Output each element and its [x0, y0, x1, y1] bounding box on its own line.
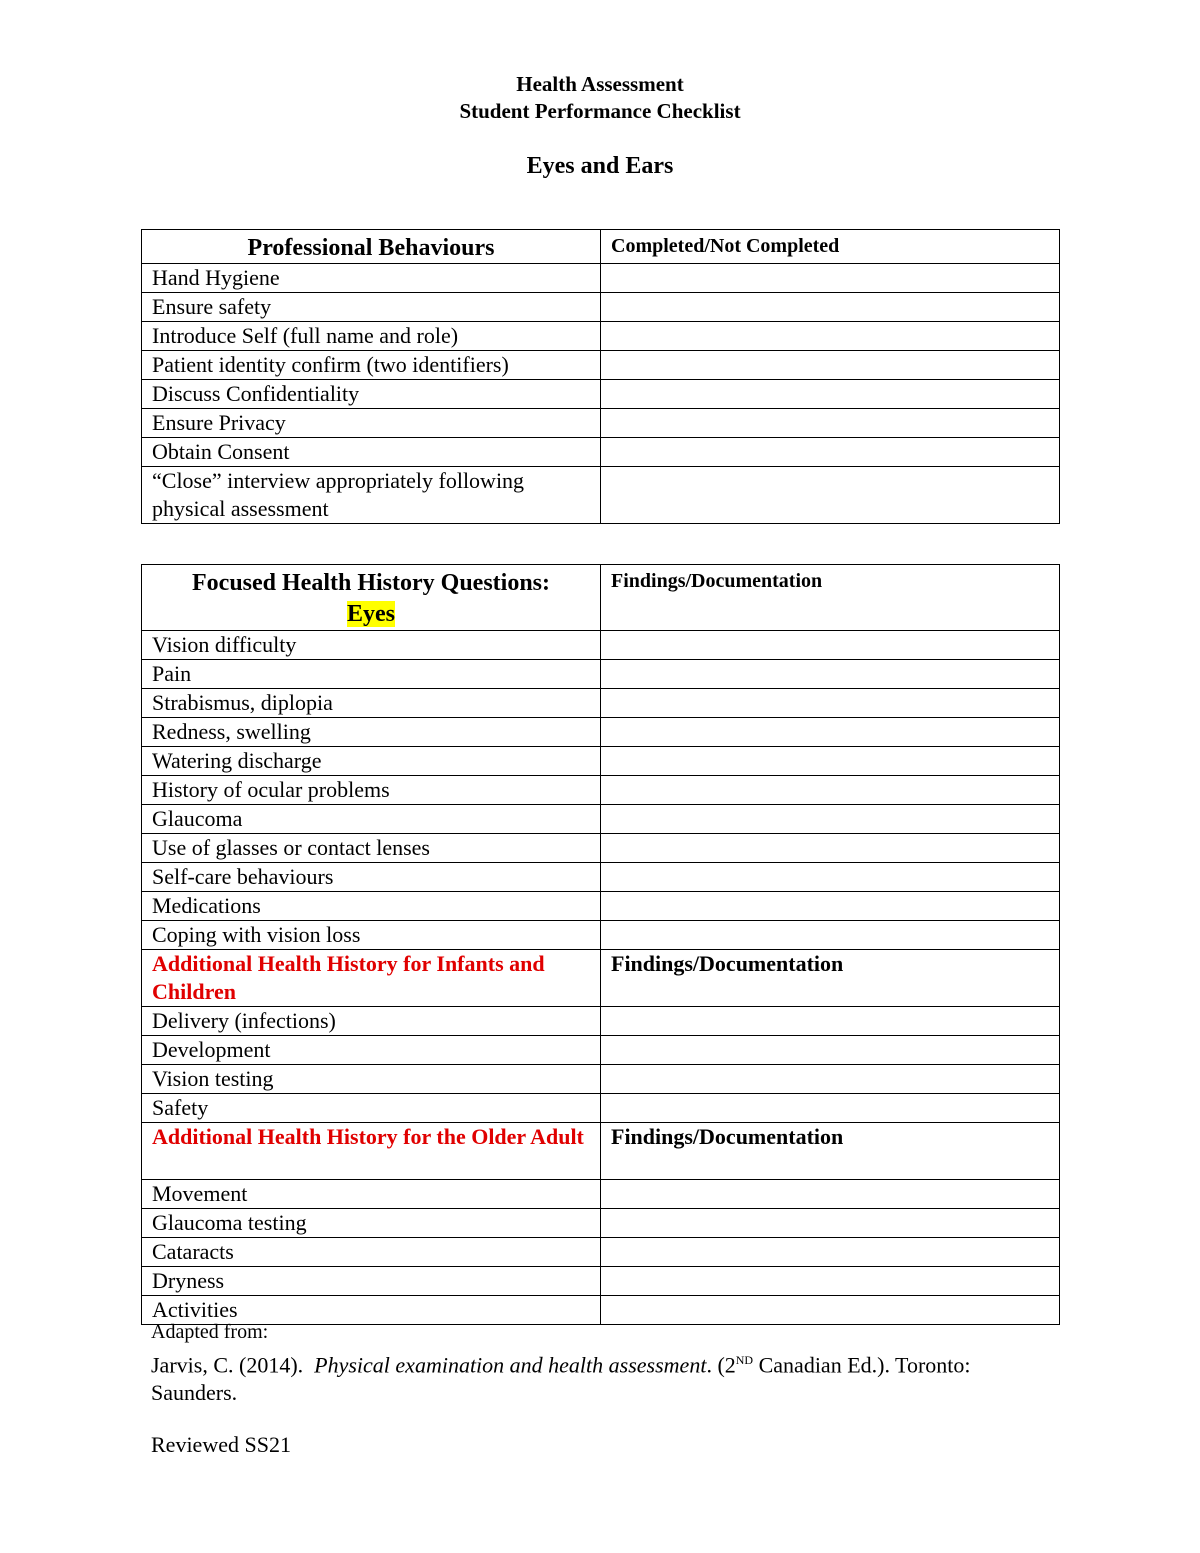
row-label: Coping with vision loss — [142, 921, 601, 950]
row-label: Obtain Consent — [142, 438, 601, 467]
row-label: Vision difficulty — [142, 631, 601, 660]
row-label: Development — [142, 1036, 601, 1065]
table-row — [142, 805, 1060, 834]
findings-cell[interactable] — [601, 689, 1060, 718]
row-label: Ensure safety — [142, 293, 601, 322]
findings-cell[interactable] — [601, 1094, 1060, 1123]
row-label: Discuss Confidentiality — [142, 380, 601, 409]
row-label: “Close” interview appropriately following physical assessment — [142, 467, 601, 524]
findings-cell[interactable] — [601, 776, 1060, 805]
table-row — [142, 1065, 1060, 1094]
row-label: Introduce Self (full name and role) — [142, 322, 601, 351]
section-header-row — [142, 1123, 1060, 1180]
table-row — [142, 892, 1060, 921]
table-row — [142, 921, 1060, 950]
completion-cell[interactable] — [601, 264, 1060, 293]
column-header: Findings/Documentation — [601, 565, 1060, 631]
table-row — [142, 1036, 1060, 1065]
findings-cell[interactable] — [601, 1065, 1060, 1094]
table-row — [142, 409, 1060, 438]
older-adult-section-heading: Additional Health History for the Older Adult — [142, 1123, 601, 1180]
citation-superscript: ND — [735, 1353, 754, 1367]
row-label: Activities — [142, 1296, 601, 1325]
completion-cell[interactable] — [601, 467, 1060, 524]
findings-cell[interactable] — [601, 660, 1060, 689]
table-row — [142, 380, 1060, 409]
row-label: Medications — [142, 892, 601, 921]
document-title: Health Assessment — [516, 72, 684, 96]
section-title: Eyes and Ears — [526, 153, 674, 179]
document-subtitle: Student Performance Checklist — [459, 99, 741, 123]
table-row — [142, 351, 1060, 380]
infants-section-heading: Additional Health History for Infants and Children — [142, 950, 601, 1007]
table-row — [142, 689, 1060, 718]
findings-cell[interactable] — [601, 805, 1060, 834]
row-label: History of ocular problems — [142, 776, 601, 805]
findings-cell[interactable] — [601, 631, 1060, 660]
table-row — [142, 467, 1060, 524]
reference-citation — [151, 1346, 1051, 1407]
findings-cell[interactable] — [601, 863, 1060, 892]
column-header: Professional Behaviours — [142, 230, 601, 264]
table-row — [142, 1094, 1060, 1123]
completion-cell[interactable] — [601, 380, 1060, 409]
table-row — [142, 264, 1060, 293]
citation-author: Jarvis, C. (2014). — [151, 1352, 304, 1378]
row-label: Watering discharge — [142, 747, 601, 776]
findings-cell[interactable] — [601, 1180, 1060, 1209]
table-row — [142, 660, 1060, 689]
table-row — [142, 1238, 1060, 1267]
completion-cell[interactable] — [601, 438, 1060, 467]
findings-cell[interactable] — [601, 1296, 1060, 1325]
row-label: Ensure Privacy — [142, 409, 601, 438]
column-header: Findings/Documentation — [601, 1123, 1060, 1180]
column-header: Completed/Not Completed — [601, 230, 1060, 264]
row-label: Patient identity confirm (two identifiers) — [142, 351, 601, 380]
citation-publisher: Canadian Ed.). Toronto: Saunders. — [151, 1352, 971, 1406]
table-row — [142, 1267, 1060, 1296]
table-row — [142, 1209, 1060, 1238]
findings-cell[interactable] — [601, 747, 1060, 776]
findings-cell[interactable] — [601, 892, 1060, 921]
row-label: Delivery (infections) — [142, 1007, 601, 1036]
row-label: Glaucoma testing — [142, 1209, 601, 1238]
reviewed-note: Reviewed SS21 — [151, 1432, 291, 1457]
table-row — [142, 1007, 1060, 1036]
row-label: Redness, swelling — [142, 718, 601, 747]
table-header-row — [142, 230, 1060, 264]
table-row — [142, 438, 1060, 467]
findings-cell[interactable] — [601, 834, 1060, 863]
table-row — [142, 863, 1060, 892]
citation-edition: . (2 — [706, 1352, 736, 1378]
column-header-text: Focused Health History Questions: — [192, 570, 550, 596]
column-header — [142, 565, 601, 631]
column-header: Findings/Documentation — [601, 950, 1060, 1007]
findings-cell[interactable] — [601, 921, 1060, 950]
findings-cell[interactable] — [601, 1238, 1060, 1267]
table-row — [142, 718, 1060, 747]
row-label: Use of glasses or contact lenses — [142, 834, 601, 863]
row-label: Safety — [142, 1094, 601, 1123]
table-row — [142, 1296, 1060, 1325]
row-label: Hand Hygiene — [142, 264, 601, 293]
row-label: Glaucoma — [142, 805, 601, 834]
table-row — [142, 293, 1060, 322]
row-label: Pain — [142, 660, 601, 689]
completion-cell[interactable] — [601, 409, 1060, 438]
row-label: Dryness — [142, 1267, 601, 1296]
table-row — [142, 747, 1060, 776]
adapted-from-label: Adapted from: — [151, 1321, 269, 1343]
findings-cell[interactable] — [601, 1036, 1060, 1065]
row-label: Self-care behaviours — [142, 863, 601, 892]
completion-cell[interactable] — [601, 322, 1060, 351]
completion-cell[interactable] — [601, 351, 1060, 380]
findings-cell[interactable] — [601, 718, 1060, 747]
findings-cell[interactable] — [601, 1209, 1060, 1238]
row-label: Cataracts — [142, 1238, 601, 1267]
row-label: Movement — [142, 1180, 601, 1209]
table-header-row — [142, 565, 1060, 631]
table-row — [142, 1180, 1060, 1209]
professional-behaviours-table — [141, 229, 1060, 524]
health-history-table — [141, 564, 1060, 1325]
citation-title: Physical examination and health assessment — [314, 1352, 707, 1378]
table-row — [142, 322, 1060, 351]
table-row — [142, 834, 1060, 863]
table-row — [142, 631, 1060, 660]
table-row — [142, 776, 1060, 805]
section-header-row — [142, 950, 1060, 1007]
findings-cell[interactable] — [601, 1267, 1060, 1296]
row-label: Vision testing — [142, 1065, 601, 1094]
highlighted-topic: Eyes — [347, 601, 395, 627]
row-label: Strabismus, diplopia — [142, 689, 601, 718]
findings-cell[interactable] — [601, 1007, 1060, 1036]
completion-cell[interactable] — [601, 293, 1060, 322]
